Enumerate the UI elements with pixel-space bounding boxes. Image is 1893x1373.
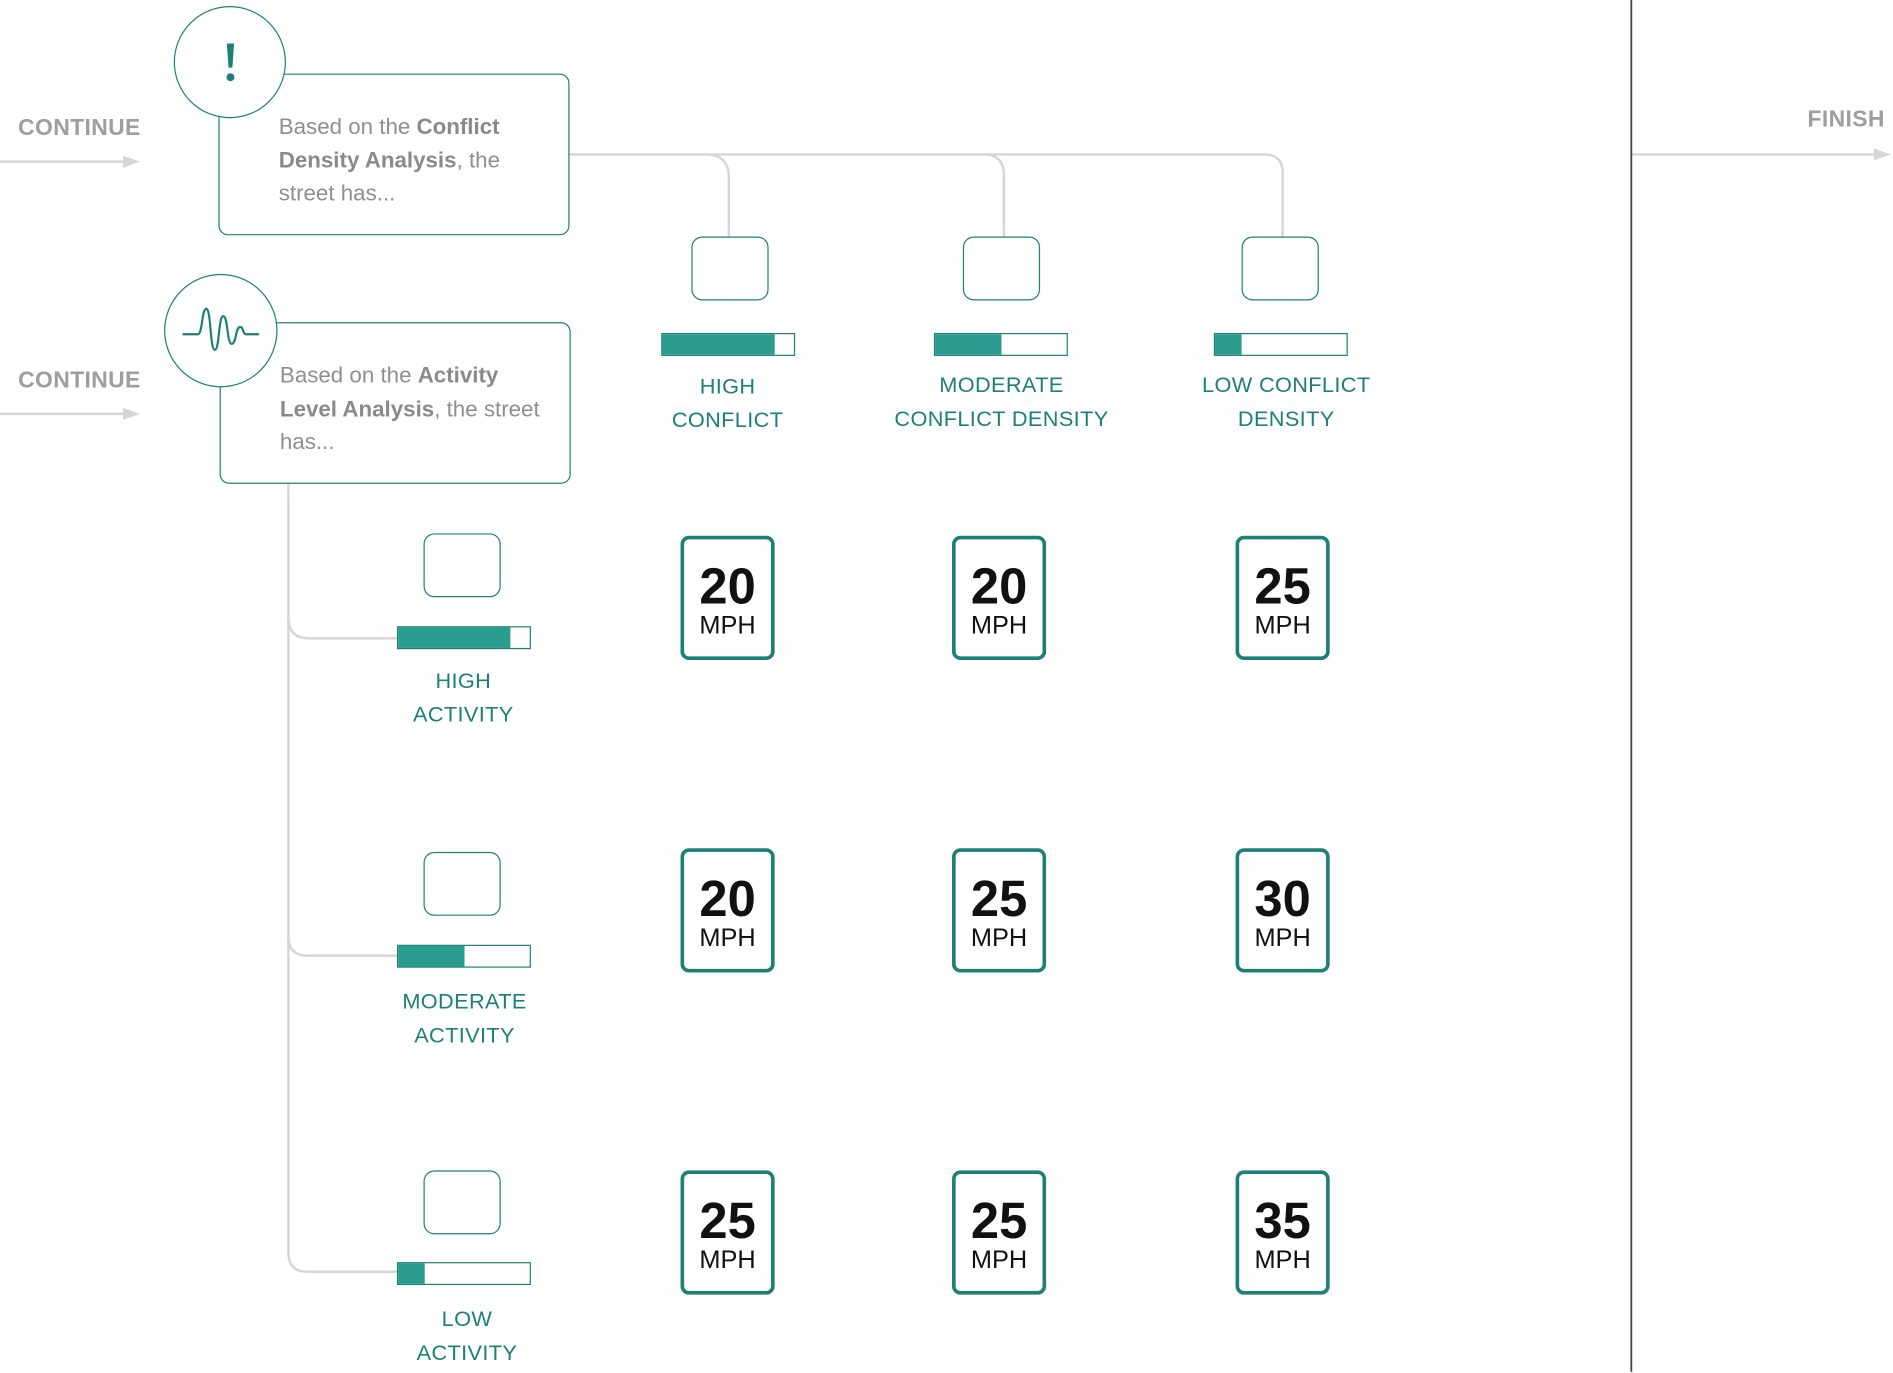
speed-limit-value: 35 [1254,1192,1311,1249]
activity-branch-line [288,483,398,1272]
speed-limit-sign [681,848,775,972]
speed-limit-sign [1236,848,1330,972]
speed-limit-unit: MPH [699,924,756,953]
activity-level-icon-box [424,1170,501,1234]
conflict-level-label: HIGH CONFLICT [671,374,784,432]
speed-limit-sign [952,536,1046,660]
speed-limit-sign [952,1170,1046,1294]
speed-limit-unit: MPH [970,611,1028,640]
conflict-level-bar-fill [662,334,774,355]
speed-limit-sign [1236,536,1330,660]
activity-level-icon-box [424,533,501,597]
speed-limit-value: 25 [699,1192,756,1249]
conflict-level-bar [1214,333,1348,356]
finish-label: FINISH [1807,107,1885,133]
activity-level-label: HIGH ACTIVITY [412,668,514,727]
activity-level-bar [397,945,531,968]
waveform-icon-circle [164,274,277,387]
speed-limit-sign [952,848,1046,972]
activity-level-bar [397,626,531,649]
speed-limit-unit: MPH [1254,924,1311,953]
conflict-level-label: LOW CONFLICT DENSITY [1201,372,1371,431]
speed-limit-unit: MPH [1254,1246,1311,1275]
speed-limit-sign [681,536,775,660]
speed-limit-unit: MPH [970,1246,1028,1275]
conflict-level-icon-box [963,236,1040,300]
exclamation-icon [218,38,242,86]
speed-limit-value: 20 [699,557,756,615]
speed-limit-unit: MPH [970,924,1028,953]
activity-level-bar [397,1262,531,1285]
continue-label-2: CONTINUE [18,368,141,394]
conflict-level-bar [661,333,795,356]
conflict-density-emphasis: Conflict Density Analysis [278,113,500,172]
speed-limit-value: 25 [970,869,1028,927]
exclamation-icon-circle [174,6,286,118]
conflict-level-label: MODERATE CONFLICT DENSITY [894,372,1109,431]
activity-level-card-text: Based on the Activity Level Analysis, the street has... [279,361,540,454]
conflict-level-icon-box [1242,236,1319,300]
conflict-density-card-text: Based on the Conflict Density Analysis, the street has... [278,113,501,206]
speed-limit-unit: MPH [1254,611,1311,640]
activity-level-emphasis: Activity Level Analysis [279,361,499,421]
conflict-level-icon-box [691,236,768,300]
speed-limit-value: 20 [970,557,1028,615]
speed-limit-value: 25 [970,1192,1028,1249]
activity-level-label: LOW ACTIVITY [416,1306,518,1365]
conflict-level-bar [934,333,1068,356]
speed-limit-value: 30 [1254,869,1311,927]
waveform-icon [181,304,261,357]
speed-limit-sign [1236,1170,1330,1294]
activity-level-bar-fill [398,1263,424,1284]
speed-limit-unit: MPH [699,1246,756,1275]
speed-limit-sign [681,1170,775,1294]
speed-limit-value: 25 [1254,557,1311,615]
speed-limit-value: 20 [699,869,756,927]
conflict-branch-line [570,154,1283,236]
speed-limit-unit: MPH [699,611,756,640]
activity-level-bar-fill [398,627,510,648]
activity-level-label: MODERATE ACTIVITY [402,989,527,1048]
activity-level-icon-box [424,852,501,916]
activity-level-bar-fill [398,946,464,967]
conflict-level-bar-fill [1215,334,1241,355]
continue-label-1: CONTINUE [18,115,141,142]
conflict-level-bar-fill [935,334,1001,355]
